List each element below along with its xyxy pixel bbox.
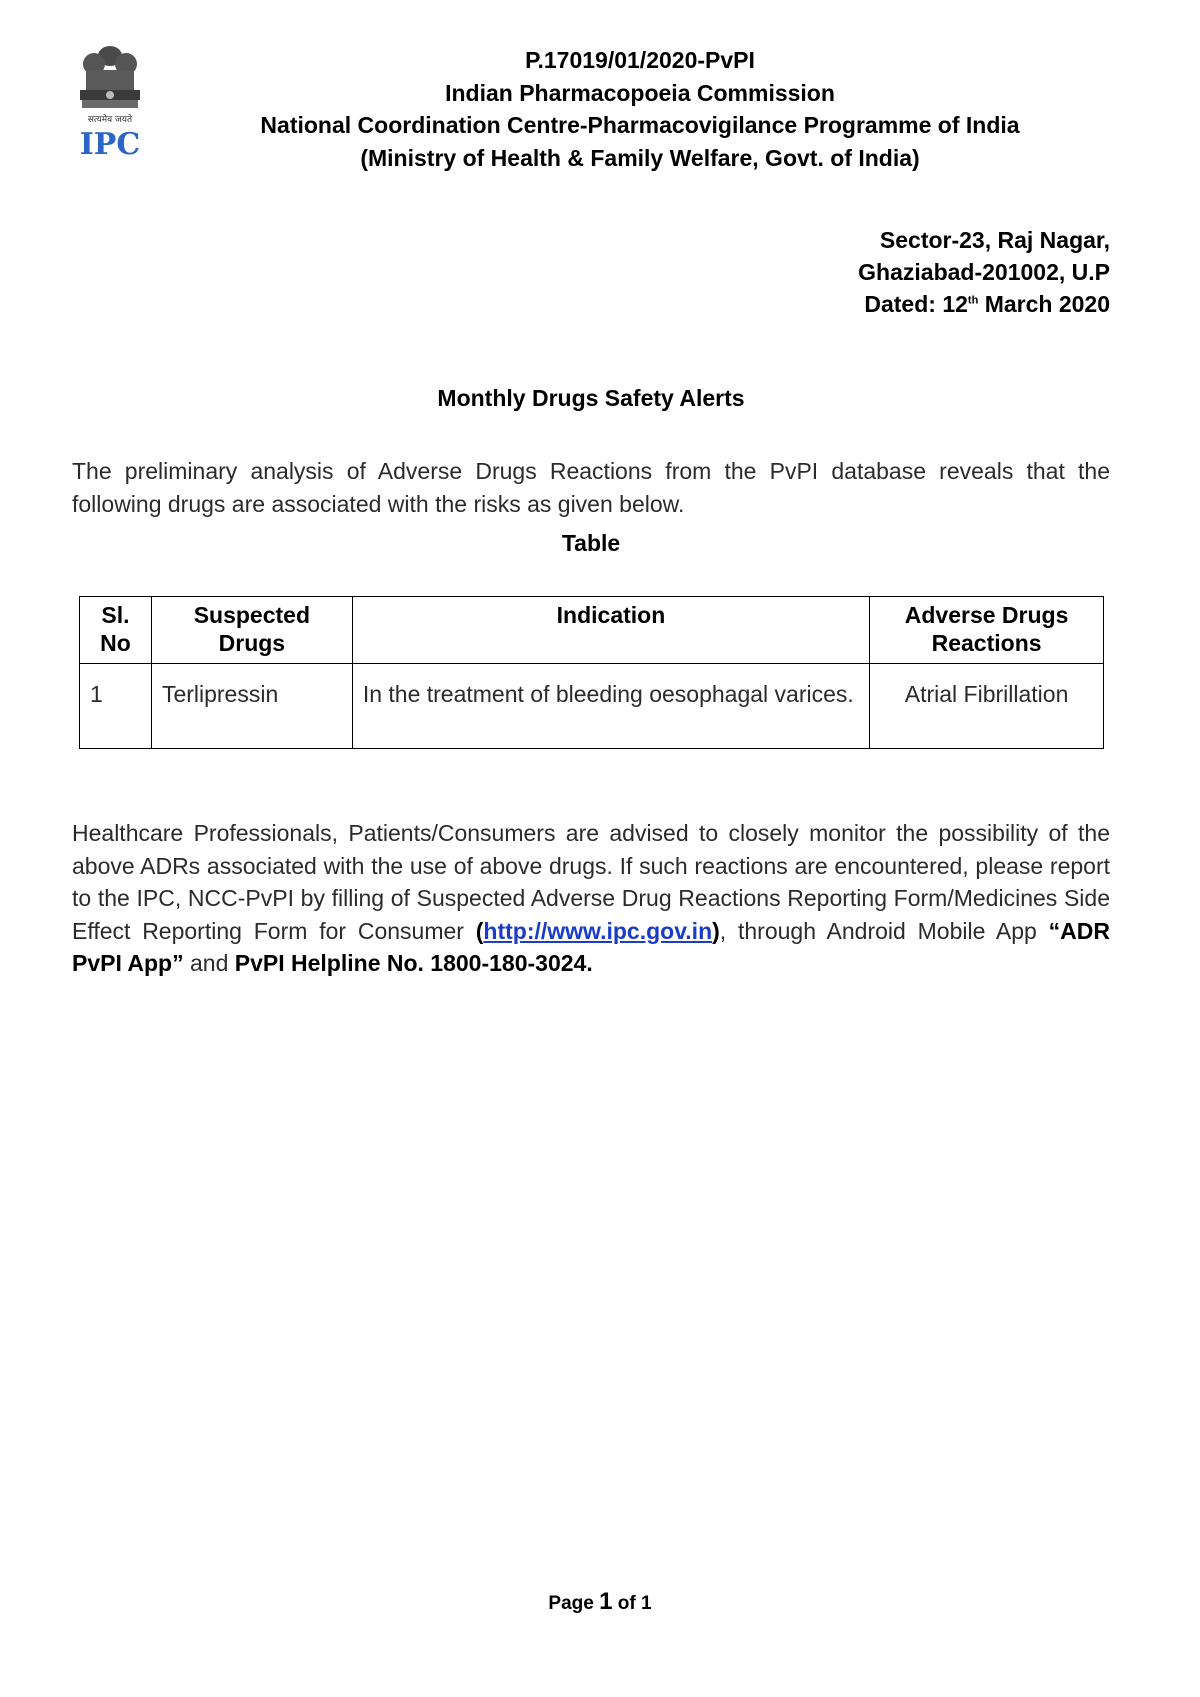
dated-label: Dated: — [864, 291, 936, 317]
organization-name: Indian Pharmacopoeia Commission — [445, 79, 835, 106]
col-header-sl-no: Sl. No — [80, 597, 152, 664]
table-row — [80, 664, 1104, 749]
advice-text-1: Healthcare Professionals, Patients/Consumers are advised to closely monitor the possibility of the above ADRs associated with the use of above drugs. If such reactions are encountered, please report to the IPC, NCC-PvPI by filling of Suspected Adverse Drug Reactions Reporting Form/Medicines Side Effect Reporting Form for Consumer — [72, 820, 1110, 944]
coordination-centre: National Coordination Centre-Pharmacovigilance Programme of India — [260, 112, 1020, 138]
address-line-1: Sector-23, Raj Nagar, — [879, 227, 1110, 253]
drug-safety-table — [79, 596, 1104, 749]
ministry-name: (Ministry of Health & Family Welfare, Govt. of India) — [360, 144, 920, 171]
svg-text:IPC: IPC — [79, 127, 141, 162]
reference-number: P.17019/01/2020-PvPI — [525, 47, 755, 73]
cell-drug: Terlipressin — [151, 664, 352, 749]
of-label: of — [617, 1593, 636, 1614]
table-header-row — [80, 597, 1104, 664]
date-line — [858, 288, 1110, 320]
cell-indication: In the treatment of bleeding oesophagal varices. — [352, 664, 869, 749]
table-caption: Table — [561, 530, 621, 556]
national-emblem-icon — [70, 42, 150, 172]
intro-paragraph: The preliminary analysis of Adverse Drugs Reactions from the PvPI database reveals that the following drugs are associated with the risks as given below. — [72, 458, 1110, 517]
ipc-logo — [70, 42, 150, 172]
advice-text-2: , through Android Mobile App — [719, 917, 1049, 944]
app-name: “ADR PvPI App” — [72, 917, 1110, 976]
advice-text-3: and — [183, 950, 235, 976]
date-day: 12 — [942, 291, 968, 317]
date-month-year: March 2020 — [984, 291, 1110, 317]
advice-paragraph — [72, 817, 1110, 980]
page-footer — [0, 1588, 1200, 1616]
address-line-2: Ghaziabad-201002, U.P — [858, 259, 1110, 285]
paren-open: ( — [475, 917, 484, 944]
paren-close: ) — [712, 917, 720, 944]
svg-text:सत्यमेव जयते: सत्यमेव जयते — [87, 115, 133, 125]
col-header-suspected-drugs: Suspected Drugs — [151, 597, 352, 664]
page-label: Page — [548, 1593, 594, 1614]
helpline-number: PvPI Helpline No. 1800-180-3024. — [234, 950, 593, 976]
cell-adverse-reaction: Atrial Fibrillation — [870, 664, 1104, 749]
total-pages: 1 — [640, 1593, 652, 1614]
col-header-indication: Indication — [352, 597, 869, 664]
document-subject: Monthly Drugs Safety Alerts — [437, 385, 745, 411]
page-number: 1 — [599, 1588, 613, 1615]
letterhead — [200, 44, 1080, 174]
cell-sl-no: 1 — [80, 664, 152, 749]
address-block — [858, 224, 1110, 320]
col-header-adverse-reactions: Adverse Drugs Reactions — [870, 597, 1104, 664]
date-day-suffix: th — [967, 294, 979, 307]
ipc-website-link[interactable]: http://www.ipc.gov.in — [483, 917, 713, 944]
